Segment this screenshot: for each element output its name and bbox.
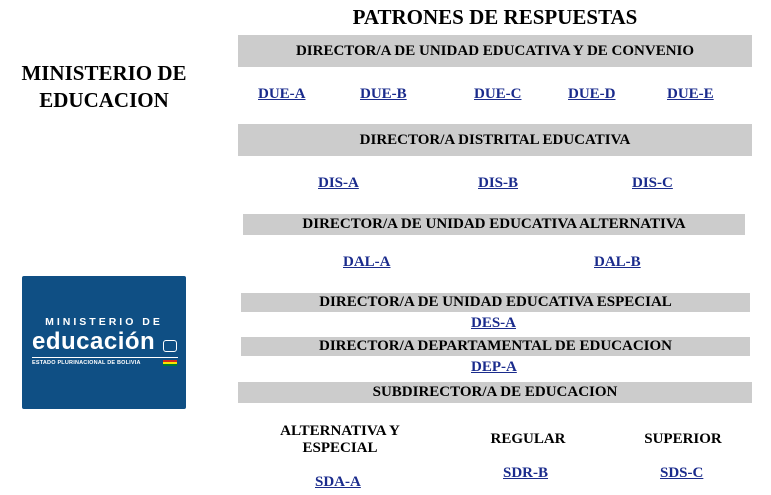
- sub-label-superior: SUPERIOR: [644, 431, 722, 447]
- logo-divider: [32, 357, 178, 358]
- ministry-title: [0, 60, 208, 114]
- logo-badge-icon: [163, 340, 177, 352]
- link-dal-a[interactable]: DAL-A: [343, 254, 391, 270]
- link-due-d[interactable]: DUE-D: [568, 86, 616, 102]
- link-des-a[interactable]: DES-A: [471, 315, 517, 331]
- link-dis-a[interactable]: DIS-A: [318, 175, 359, 191]
- link-due-b[interactable]: DUE-B: [360, 86, 407, 102]
- section-header-dis: DIRECTOR/A DISTRITAL EDUCATIVA: [238, 124, 752, 156]
- logo-sub-text: ESTADO PLURINACIONAL DE BOLIVIA: [32, 360, 141, 366]
- section-header-due: DIRECTOR/A DE UNIDAD EDUCATIVA Y DE CONVENIO: [238, 35, 752, 67]
- logo-main-text: educación: [32, 328, 156, 355]
- logo-top-text: MINISTERIO DE: [45, 316, 163, 328]
- link-dep-a[interactable]: DEP-A: [471, 359, 517, 375]
- link-due-a[interactable]: DUE-A: [258, 86, 306, 102]
- link-due-c[interactable]: DUE-C: [474, 86, 522, 102]
- ministry-title-line1: MINISTERIO DE: [21, 61, 187, 85]
- link-dis-c[interactable]: DIS-C: [632, 175, 673, 191]
- link-sda-a[interactable]: SDA-A: [315, 474, 361, 490]
- page-title: PATRONES DE RESPUESTAS: [352, 5, 638, 29]
- link-sds-c[interactable]: SDS-C: [660, 465, 704, 481]
- section-header-sub: SUBDIRECTOR/A DE EDUCACION: [238, 382, 752, 403]
- sub-label-regular: REGULAR: [490, 431, 566, 447]
- sub-label-alternativa-line1: ALTERNATIVA Y: [280, 423, 400, 439]
- section-header-des: DIRECTOR/A DE UNIDAD EDUCATIVA ESPECIAL: [241, 293, 750, 312]
- link-dal-b[interactable]: DAL-B: [594, 254, 641, 270]
- ministry-logo: [22, 276, 186, 409]
- sub-label-alternativa-line2: ESPECIAL: [302, 440, 378, 456]
- sub-label-alternativa: [255, 423, 425, 457]
- section-header-dep: DIRECTOR/A DEPARTAMENTAL DE EDUCACION: [241, 337, 750, 356]
- ministry-title-line2: EDUCACION: [39, 88, 169, 112]
- link-sdr-b[interactable]: SDR-B: [503, 465, 549, 481]
- bolivia-flag-icon: [163, 360, 177, 366]
- link-due-e[interactable]: DUE-E: [667, 86, 714, 102]
- section-header-dal: DIRECTOR/A DE UNIDAD EDUCATIVA ALTERNATIVA: [243, 214, 745, 235]
- link-dis-b[interactable]: DIS-B: [478, 175, 519, 191]
